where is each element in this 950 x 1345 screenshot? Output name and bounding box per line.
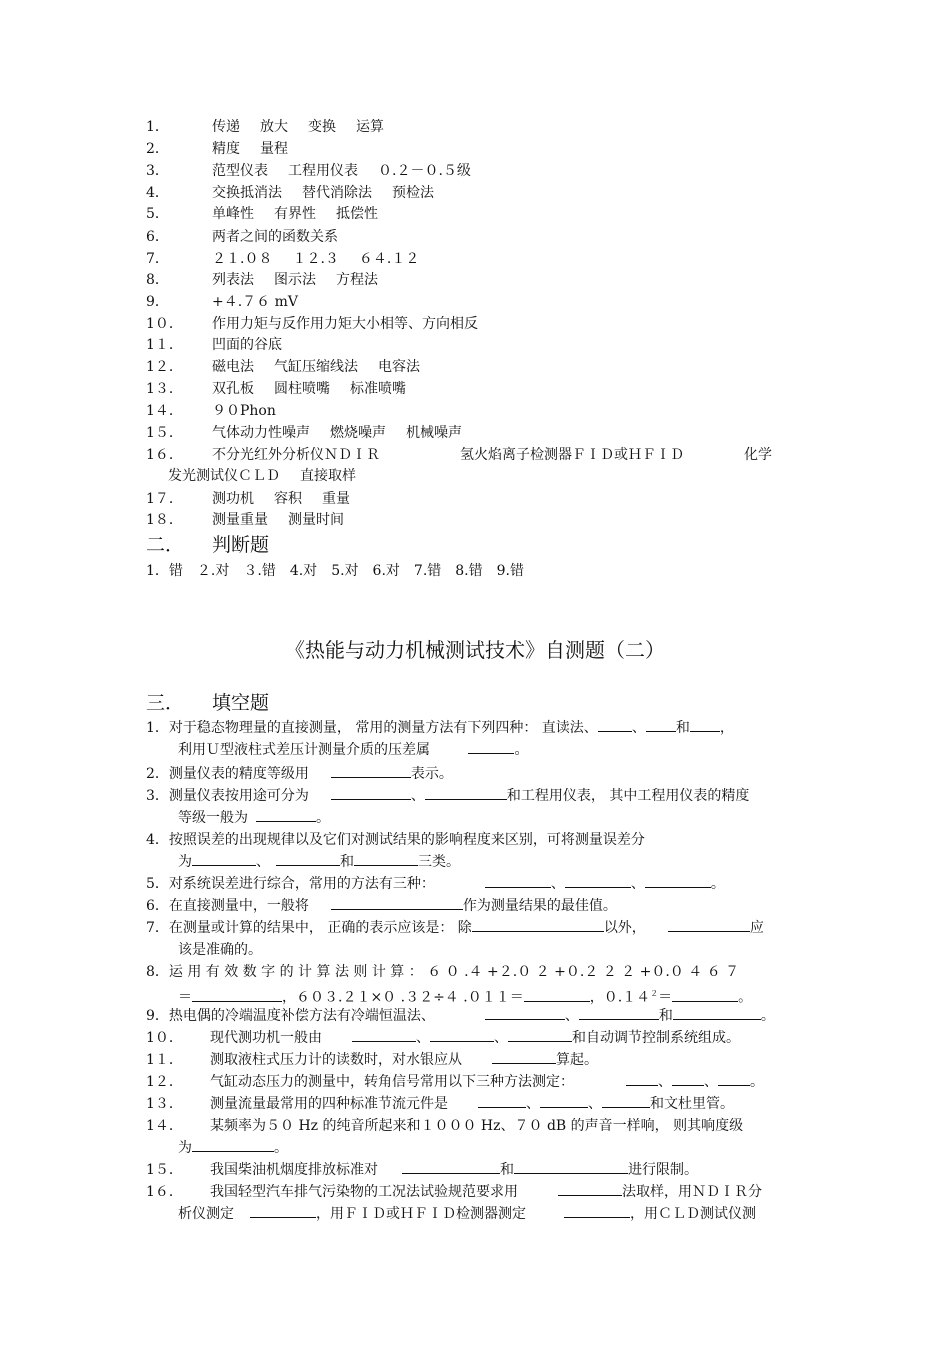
answer-items [212, 314, 498, 334]
answer-number: 8． [146, 272, 169, 288]
fill-blank [276, 851, 340, 866]
answer-item: 气缸压缩线法 [274, 359, 358, 375]
answer-item: +４.７６ mV [212, 294, 299, 310]
answer-item: 传递 [212, 119, 240, 135]
answer-item: 双孔板 [212, 381, 254, 397]
fill-blank [492, 1049, 556, 1064]
answer-number: 7． [146, 251, 169, 267]
answer-items [212, 227, 358, 247]
fill-blank [472, 917, 604, 932]
fill-blank [718, 1071, 750, 1086]
fill-blank [485, 1005, 565, 1020]
judgement-answers: 1．错 ２.对 ３.错 4.对 5.对 6.对 7.错 8.错 9.错 [146, 563, 524, 579]
answer-number: 1７． [146, 491, 183, 507]
answer-number: 2． [146, 141, 169, 157]
answer-items [212, 183, 454, 203]
fill-blank [508, 1027, 572, 1042]
question-12: 1２． 气缸动态压力的测量中，转角信号常用以下三种方法测定： 、 、 。 [146, 1071, 810, 1093]
fill-blank [402, 1159, 500, 1174]
fill-blank [192, 987, 282, 1002]
question-14-cont: 为 。 [146, 1137, 842, 1159]
answer-item: 测量重量 [212, 512, 268, 528]
answer-item: 气体动力性噪声 [212, 425, 310, 441]
fill-blank [352, 1027, 416, 1042]
answer-items [212, 489, 370, 509]
answer-item: 图示法 [274, 272, 316, 288]
document-page: 1． 传递 放大 变换 运算 2． 精度 量程 3． 范型仪表 工程用仪表 ０.２－０.５级 4． 交换抵消法 替代消除法 预检法 5． 单峰性 有界性 抵偿性 6． 两者之间的函数关系 7． ２１.０８ １２.３ ６４.１２ 8． 列表法 图示法 方程法 9． +４.７６ mV 1０． 作用力矩与反作用力矩大小相等、方向相反 1１． 凹面的谷底 1２． 磁电法 气缸压缩线法 电容法 1３． 双孔板 圆柱喷嘴 标准喷嘴 1４． ９０Phon 1５． 气体动力性噪声 燃烧噪声 机械噪声 1６． 不分光红外分析仪ＮＤＩＲ 氢火焰离子检测器ＦＩＤ或ＨＦＩＤ 化学 发光测试仪ＣＬＤ 直接取样 1７． 测功机 容积 重量 1８． 测量重量 测量时间 二． 判断题 1．错 ２.对 ３.错 4.对 5.对 6.对 7.错 8.错 9.错 《热能与动力机械测试技术》自测题（二） 三． 填空题 1．对于稳态物理量的直接测量， 常用的测量方法有下列四种： 直读法、 、 和 ， 利用Ｕ型液柱式差压计测量介质的压差属 。 2．测量仪表的精度等级用 表示。 3．测量仪表按用途可分为 、 和工程用仪表， 其中工程用仪表的精度 等级一般为 。 4．按照误差的出现规律以及它们对测试结果的影响程度来区别，可将测量误差分 为 、 和 三类。 5．对系统误差进行综合，常用的方法有三种： 、 、 。 6．在直接测量中，一般将 作为测量结果的最佳值。 7．在测量或计算的结果中， 正确的表示应该是： 除 以外， 应 该是准确的。 8．运 用 有 效 数 字 的 计 算 法 则 计 算 ： ６ ０ .４ +２.０ ２ +０.２ ２ ２ +０.０ ４ ６ ７ ＝ ，６０３.２１×０ .３２÷４ .０１１＝ ，$0.14^2=$ 。 9．热电偶的冷端温度补偿方法有冷端恒温法、 、 和 。 1０． 现代测功机一般由 、 、 和自动调节控制系统组成。 1１． 测取液柱式压力计的读数时，对水银应从 算起。 1２． 气缸动态压力的测量中，转角信号常用以下三种方法测定： 、 、 。 1３． 测量流量最常用的四种标准节流元件是 、 、 和文杜里管。 1４． 某频率为５０ Hz 的纯音所起来和１０００ Hz、７０ dB 的声音一样响， 则其响度级 为 。 1５． 我国柴油机烟度排放标准对 和 进行限制。 1６． 我国轻型汽车排气污染物的工况法试验规范要求用 法取样，用ＮＤＩＲ分 析仪测定 ，用ＦＩＤ或ＨＦＩＤ检测器测定 ，用ＣＬＤ测试仪测 [0, 0, 950, 1345]
answer-number: 1４． [146, 403, 183, 419]
fill-blank [331, 895, 463, 910]
answer-item: 氢火焰离子检测器ＦＩＤ或ＨＦＩＤ [460, 447, 684, 463]
answer-number: 3． [146, 163, 169, 179]
answer-number: 1０． [146, 316, 183, 332]
fill-blank [602, 1093, 650, 1108]
question-9: 9．热电偶的冷端温度补偿方法有冷端恒温法、 、 和 。 [146, 1005, 810, 1027]
fill-blank [192, 1137, 274, 1152]
question-7-cont: 该是准确的。 [178, 942, 262, 958]
question-13: 1３． 测量流量最常用的四种标准节流元件是 、 、 和文杜里管。 [146, 1093, 810, 1115]
fill-blank [645, 873, 711, 888]
answer-number: 1８． [146, 512, 183, 528]
answer-item: 精度 [212, 141, 240, 157]
fill-blank [430, 1027, 494, 1042]
answer-items [212, 292, 318, 312]
fill-blank [354, 851, 418, 866]
answer-number: 5． [146, 206, 169, 222]
question-10: 1０． 现代测功机一般由 、 、 和自动调节控制系统组成。 [146, 1027, 810, 1049]
answer-items [212, 445, 792, 465]
answer-item: 替代消除法 [302, 185, 372, 201]
answer-item: 工程用仪表 [288, 163, 358, 179]
answer-item: 测功机 [212, 491, 254, 507]
fill-blank [672, 1071, 704, 1086]
question-16-cont: 析仪测定 ，用ＦＩＤ或ＨＦＩＤ检测器测定 ，用ＣＬＤ测试仪测 [146, 1203, 842, 1225]
answer-item: 作用力矩与反作用力矩大小相等、方向相反 [212, 316, 478, 332]
fill-blank [250, 1203, 316, 1218]
question-2: 2．测量仪表的精度等级用 表示。 [146, 763, 810, 785]
fill-blank [478, 1093, 526, 1108]
question-3-cont: 等级一般为 。 [146, 807, 842, 829]
fill-blank [468, 739, 514, 754]
answer-item: 交换抵消法 [212, 185, 282, 201]
fill-blank [598, 717, 632, 732]
fill-blank [331, 785, 411, 800]
answer-item: ０.２－０.５级 [378, 163, 471, 179]
answer-item: 预检法 [392, 185, 434, 201]
fill-blank [540, 1093, 588, 1108]
answer-items [212, 139, 308, 159]
answer-number: 1６． [146, 447, 183, 463]
question-4: 4．按照误差的出现规律以及它们对测试结果的影响程度来区别，可将测量误差分 [146, 832, 645, 848]
fill-blank [668, 917, 750, 932]
fill-blank [673, 1005, 761, 1020]
answer-item: 重量 [322, 491, 350, 507]
question-11: 1１． 测取液柱式压力计的读数时，对水银应从 算起。 [146, 1049, 810, 1071]
answer-item: 量程 [260, 141, 288, 157]
question-15: 1５． 我国柴油机烟度排放标准对 和 进行限制。 [146, 1159, 810, 1181]
answer-item: 列表法 [212, 272, 254, 288]
answer-item: 标准喷嘴 [350, 381, 406, 397]
question-1: 1．对于稳态物理量的直接测量， 常用的测量方法有下列四种： 直读法、 、 和 ， [146, 717, 810, 739]
answer-item: 有界性 [274, 206, 316, 222]
fill-blank [192, 851, 256, 866]
question-16: 1６． 我国轻型汽车排气污染物的工况法试验规范要求用 法取样，用ＮＤＩＲ分 [146, 1181, 810, 1203]
answer-items [212, 204, 398, 224]
question-5: 5．对系统误差进行综合，常用的方法有三种： 、 、 。 [146, 873, 810, 895]
fill-blank [558, 1181, 622, 1196]
answer-item: 凹面的谷底 [212, 337, 282, 353]
answer-items [212, 249, 439, 269]
fill-blank [690, 717, 720, 732]
fill-blank [514, 1159, 628, 1174]
answer-item: 运算 [356, 119, 384, 135]
question-7: 7．在测量或计算的结果中， 正确的表示应该是： 除 以外， 应 [146, 917, 810, 939]
answer-item: 两者之间的函数关系 [212, 229, 338, 245]
answer-items [212, 117, 404, 137]
answer-item: 机械噪声 [406, 425, 462, 441]
answer-item: １２.３ [292, 251, 339, 267]
answer-item: ６４.１２ [358, 251, 420, 267]
answer-item: 圆柱喷嘴 [274, 381, 330, 397]
answer-item: 燃烧噪声 [330, 425, 386, 441]
answer-item: 直接取样 [300, 468, 356, 484]
answer-item: 放大 [260, 119, 288, 135]
question-4-cont: 为 、 和 三类。 [146, 851, 842, 873]
answer-item: 化学 [744, 447, 772, 463]
answer-item: 磁电法 [212, 359, 254, 375]
question-8: 8．运 用 有 效 数 字 的 计 算 法 则 计 算 ： ６ ０ .４ +２.０ ２ +０.２ ２ ２ +０.０ ４ ６ ７ [146, 964, 740, 980]
answer-items [212, 510, 364, 530]
question-3: 3．测量仪表按用途可分为 、 和工程用仪表， 其中工程用仪表的精度 [146, 785, 810, 807]
answer-number: 4． [146, 185, 169, 201]
fill-blank [524, 987, 590, 1002]
question-8-cont: ＝ ，６０３.２１×０ .３２÷４ .０１１＝ ，$0.14^2=$ 。 [146, 983, 842, 1009]
answer-item: ９０Phon [212, 403, 276, 419]
answer-number: 1３． [146, 381, 183, 397]
answer-items [212, 357, 440, 377]
question-14: 1４． 某频率为５０ Hz 的纯音所起来和１０００ Hz、７０ dB 的声音一样响， 则其响度级 [146, 1118, 744, 1134]
fill-blank [579, 1005, 659, 1020]
fill-blank [564, 1203, 630, 1218]
answer-item: 容积 [274, 491, 302, 507]
answer-item: 不分光红外分析仪ＮＤＩＲ [212, 447, 380, 463]
answer-items [212, 401, 296, 421]
answer-item: 抵偿性 [336, 206, 378, 222]
answer-number: 1１． [146, 337, 183, 353]
fill-blank [565, 873, 631, 888]
answer-item: 变换 [308, 119, 336, 135]
fill-blank [626, 1071, 658, 1086]
answer-items [168, 466, 376, 486]
fill-blank [256, 807, 316, 822]
answer-item: 电容法 [378, 359, 420, 375]
document-title: 《热能与动力机械测试技术》自测题（二） [285, 638, 665, 662]
answer-items [212, 161, 491, 181]
answer-items [212, 335, 302, 355]
answer-item: 发光测试仪ＣＬＤ [168, 468, 280, 484]
answer-number: 1． [146, 119, 169, 135]
answer-items [212, 379, 426, 399]
answer-item: ２１.０８ [212, 251, 273, 267]
answer-item: 范型仪表 [212, 163, 268, 179]
answer-item: 单峰性 [212, 206, 254, 222]
fill-blank [646, 717, 676, 732]
answer-number: 6． [146, 229, 169, 245]
answer-number: 1２． [146, 359, 183, 375]
question-6: 6．在直接测量中，一般将 作为测量结果的最佳值。 [146, 895, 810, 917]
answer-item: 方程法 [336, 272, 378, 288]
answer-item: 测量时间 [288, 512, 344, 528]
fill-blank [672, 987, 738, 1002]
answer-number: 1５． [146, 425, 183, 441]
answer-items [212, 423, 482, 443]
question-1-cont: 利用Ｕ型液柱式差压计测量介质的压差属 。 [146, 739, 842, 761]
answer-items [212, 270, 398, 290]
fill-blank [425, 785, 507, 800]
fill-blank [331, 763, 411, 778]
answer-number: 9． [146, 294, 169, 310]
fill-blank [485, 873, 551, 888]
